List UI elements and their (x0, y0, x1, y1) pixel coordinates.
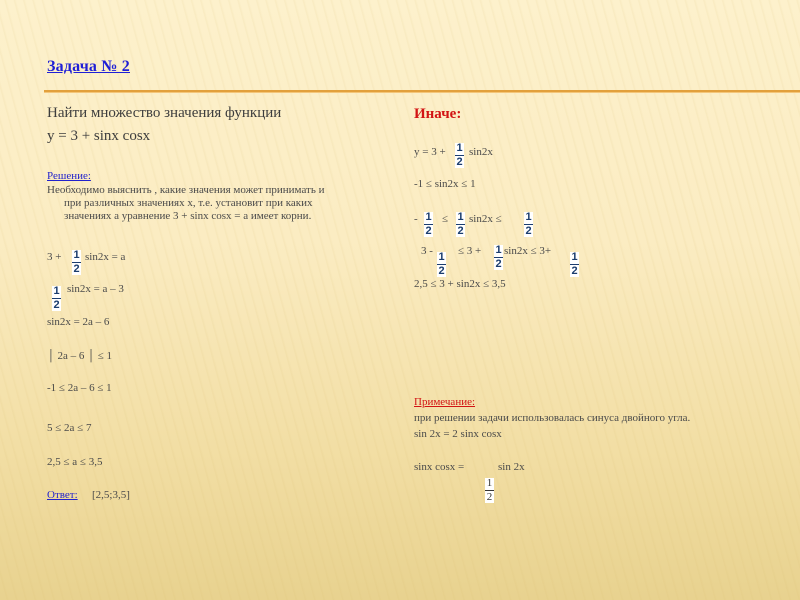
right-eq-5: 2,5 ≤ 3 + sin2x ≤ 3,5 (414, 278, 506, 290)
fraction-one-half: $\frac{1}{2}$ (495, 244, 502, 270)
right-eq-2: -1 ≤ sin2x ≤ 1 (414, 178, 476, 190)
equation-4: │ 2a – 6 │ ≤ 1 (47, 350, 113, 362)
equation-7: 2,5 ≤ a ≤ 3,5 (47, 456, 103, 468)
task-function: y = 3 + sinx cosx (47, 128, 151, 144)
answer-link[interactable]: Ответ: (47, 489, 78, 501)
fraction-one-half: $\frac{1}{2}$ (53, 285, 60, 311)
right-eq-4-prefix: 3 - (421, 245, 433, 257)
right-eq-4-mid: ≤ 3 + (458, 245, 482, 257)
title-divider (44, 90, 800, 92)
equation-2: sin2x = a – 3 (67, 283, 124, 295)
answer-value: [2,5;3,5] (92, 489, 130, 501)
note-link[interactable]: Примечание: (414, 396, 476, 408)
equation-3: sin2x = 2a – 6 (47, 316, 110, 328)
equation-5: -1 ≤ 2a – 6 ≤ 1 (47, 382, 112, 394)
slide-title[interactable]: Задача № 2 (47, 58, 130, 75)
fraction-one-half: $\frac{1}{2}$ (457, 211, 464, 237)
solution-link[interactable]: Решение: (47, 170, 91, 182)
explanation-line-1: Необходимо выяснить , какие значения может принимать и (47, 184, 325, 196)
task-statement: Найти множество значения функции (47, 105, 282, 121)
fraction-one-half: $\frac{1}{2}$ (425, 211, 432, 237)
note-line-1: при решении задачи использовалась синуса двойного угла. (414, 412, 691, 424)
fraction-one-half: $\frac{1}{2}$ (438, 251, 445, 277)
right-eq-4: sin2x ≤ 3+ (504, 245, 552, 257)
fraction-one-half: $\frac{1}{2}$ (73, 249, 80, 275)
equation-1-prefix: 3 + (47, 251, 62, 263)
explanation-line-2: при различных значениях x, т.е. установит при каких (64, 197, 313, 209)
fraction-one-half: $\frac{1}{2}$ (456, 142, 463, 168)
fraction-one-half: $\frac{1}{2}$ (486, 477, 493, 503)
right-eq-3-le: ≤ (442, 213, 449, 225)
equation-6: 5 ≤ 2a ≤ 7 (47, 422, 92, 434)
explanation (47, 184, 397, 223)
right-eq-3-minus: - (414, 213, 418, 225)
equation-1: sin2x = a (85, 251, 126, 263)
fraction-one-half: $\frac{1}{2}$ (525, 211, 532, 237)
note-line-3-prefix: sinx cosx = (414, 461, 465, 473)
right-eq-3: sin2x ≤ (469, 213, 502, 225)
note-line-2: sin 2x = 2 sinx cosx (414, 428, 502, 440)
right-eq-1: sin2x (469, 146, 493, 158)
right-eq-1-prefix: y = 3 + (414, 146, 446, 158)
explanation-line-3: значениях a уравнение 3 + sinx cosx = a имеет корни. (64, 210, 312, 222)
fraction-one-half: $\frac{1}{2}$ (571, 251, 578, 277)
note-line-3: sin 2x (498, 461, 525, 473)
alternative-heading: Иначе: (414, 106, 462, 122)
